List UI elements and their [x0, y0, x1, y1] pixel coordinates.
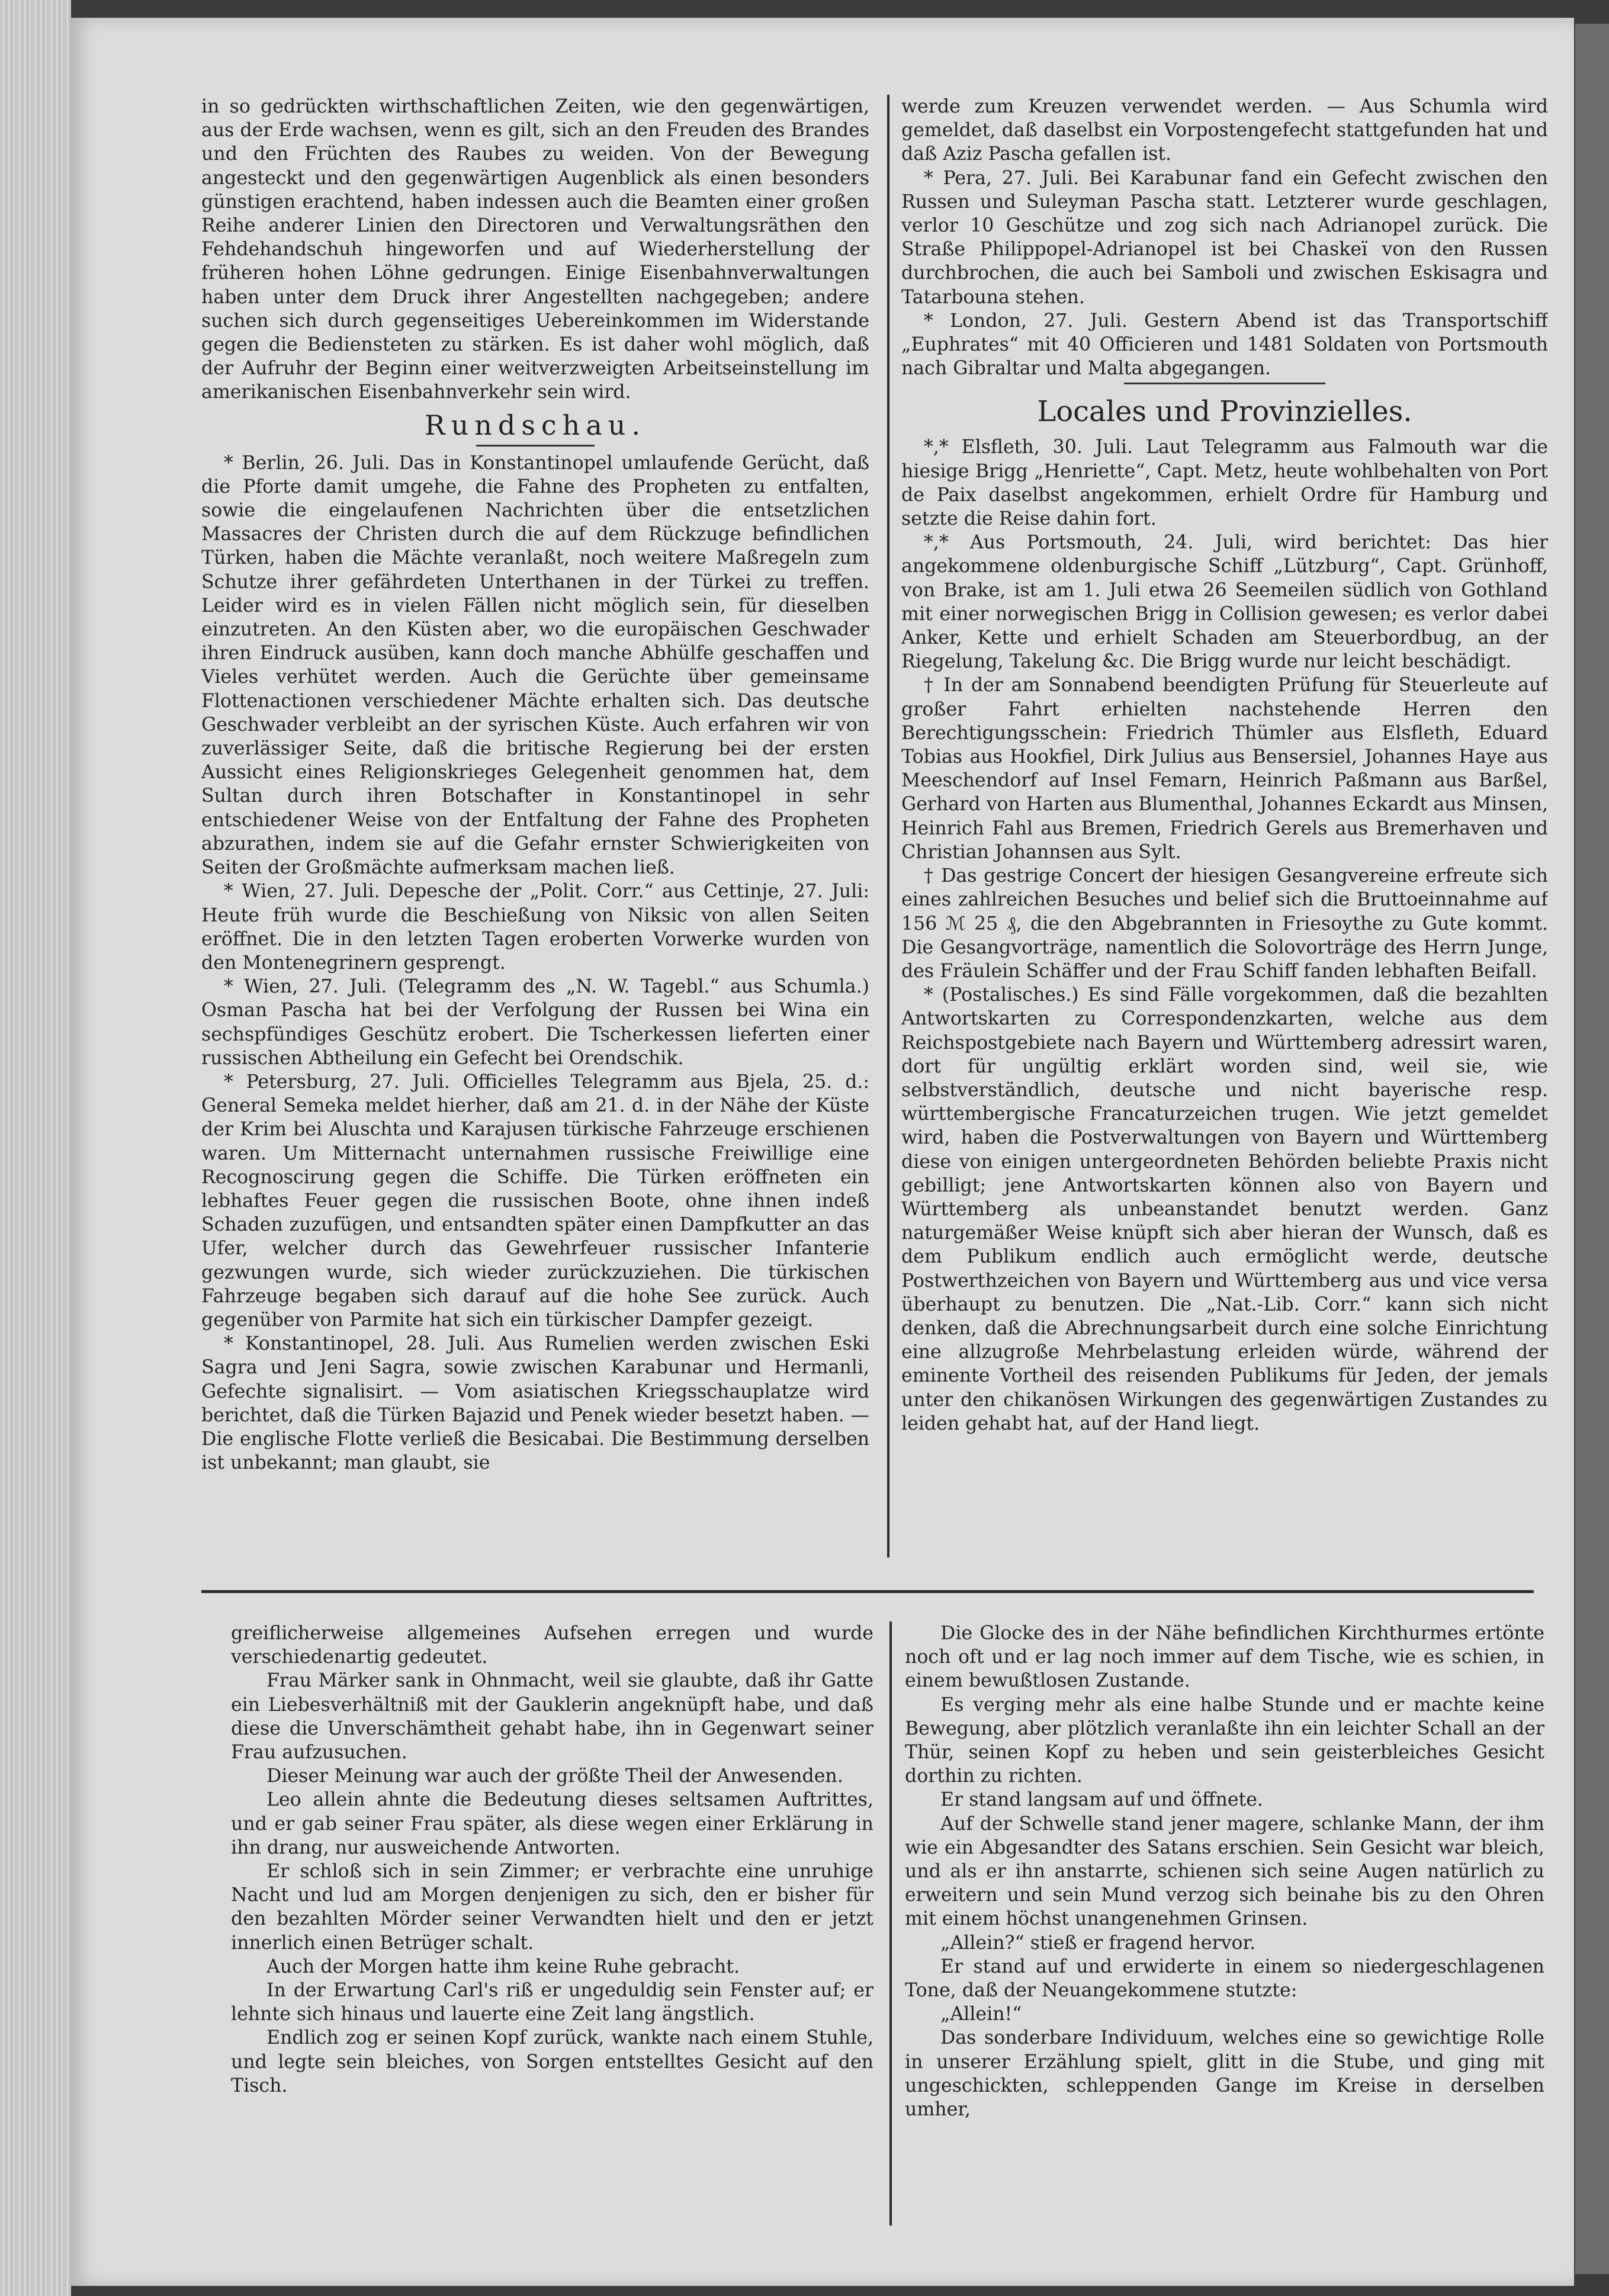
- news-item-london: * London, 27. Juli. Gestern Abend ist das Transportschiff „Euphrates“ mit 40 Officieren und 1481 Soldaten von Portsmouth nach Gibraltar und Malta abgegangen.: [901, 310, 1548, 380]
- feuilleton-paragraph: Leo allein ahnte die Bedeutung dieses seltsamen Auftrittes, und er gab seiner Frau später, als diese wegen einer Erklärung in ihn drang, nur ausweichende Antworten.: [231, 1789, 873, 1858]
- news-item-pera: * Pera, 27. Juli. Bei Karabunar fand ein Gefecht zwischen den Russen und Suleyman Pascha statt. Letzterer wurde geschlagen, verlor 10 Geschütze und zog sich nach Adrianopel zurück. Die Straße Philippopel-Adrianopel ist bei Chaskeï von den Russen durchbrochen, die auch bei Samboli und zwischen Eskisagra und Tatarbouna stehen.: [901, 167, 1548, 308]
- feuilleton-paragraph: Frau Märker sank in Ohnmacht, weil sie glaubte, daß ihr Gatte ein Liebesverhältniß mit der Gauklerin angeknüpft habe, und daß diese die Unverschämtheit gehabt habe, ihn in Gegenwart seiner Frau aufzusuchen.: [231, 1670, 873, 1764]
- feuilleton-separator: [201, 1590, 1534, 1593]
- section-divider: [1124, 383, 1325, 384]
- feuilleton-paragraph: greiflicherweise allgemeines Aufsehen erregen und wurde verschiedenartig gedeutet.: [231, 1623, 873, 1668]
- news-item-petersburg: * Petersburg, 27. Juli. Officielles Telegramm aus Bjela, 25. d.: General Semeka meldet hierher, daß am 21. d. in der Nähe der Küste der Krim bei Aluschta und Karajusen türkische Fahrzeuge erschienen waren. Um Mitternacht unternahmen russische Freiwillige eine Recognoscirung gegen die Schiffe. Die Türken eröffneten ein lebhaftes Feuer gegen die russischen Boote, ohne ihnen indeß Schaden zuzufügen, und entsandten später einen Dampfkutter an das Ufer, welcher durch das Gewehrfeuer russischer Infanterie gezwungen wurde, sich wieder zurückzuziehen. Die türkischen Fahrzeuge begaben sich darauf auf die hohe See zurück. Auch gegenüber von Parmite hat sich ein türkischer Dampfer gezeigt.: [201, 1071, 869, 1331]
- heading-locales: Locales und Provinzielles.: [1037, 395, 1412, 429]
- feuilleton-paragraph: Er stand auf und erwiderte in einem so niedergeschlagenen Tone, daß der Neuangekommene stutzte:: [905, 1955, 1544, 2002]
- feuilleton-paragraph: Er schloß sich in sein Zimmer; er verbrachte eine unruhige Nacht und lud am Morgen denjenigen zu sich, den er bisher für den bezahlten Mörder seiner Verwandten hielt und den er jetzt innerlich einen Betrüger schalt.: [231, 1861, 873, 1954]
- local-item-concert: † Das gestrige Concert der hiesigen Gesangvereine erfreute sich eines zahlreichen Besuches und belief sich die Bruttoeinnahme auf 156 ℳ 25 ₰, die den Abgebrannten in Friesoythe zu Gute kommt. Die Gesangvorträge, namentlich die Solovorträge des Herrn Junge, des Fräulein Schäffer und der Frau Schiff fanden lebhaften Beifall.: [901, 865, 1548, 982]
- feuilleton-paragraph: Das sonderbare Individuum, welches eine so gewichtige Rolle in unserer Erzählung spielt, glitt in die Stube, und ging mit ungeschickten, schleppenden Gange im Kreise in derselben umher,: [905, 2027, 1544, 2121]
- feuilleton-paragraph: Er stand langsam auf und öffnete.: [940, 1789, 1263, 1811]
- feuilleton-paragraph: Die Glocke des in der Nähe befindlichen Kirchthurmes ertönte noch oft und er lag noch immer auf dem Tische, wie es schien, in einem bewußtlosen Zustande.: [905, 1623, 1544, 1692]
- book-page-edges: [0, 0, 71, 2296]
- feuilleton-paragraph: Dieser Meinung war auch der größte Theil der Anwesenden.: [266, 1765, 843, 1787]
- heading-underline: [476, 445, 595, 447]
- local-item-postalisches: * (Postalisches.) Es sind Fälle vorgekommen, daß die bezahlten Antwortskarten zu Correspondenzkarten, welche aus dem Reichspostgebiete nach Bayern und Württemberg adressirt waren, dort für ungültig erklärt worden sind, weil sie, wie selbstverständlich, deutsche und nicht bayerische resp. württembergische Francaturzeichen trugen. Wie jetzt gemeldet wird, haben die Postverwaltungen von Bayern und Württemberg diese von einigen untergeordneten Behörden beliebte Praxis nicht gebilligt; jene Antwortskarten können also von Bayern und Württemberg als unbeanstandet benutzt werden. Ganz naturgemäßer Weise knüpft sich aber hieran der Wunsch, daß es dem Publikum endlich auch ermöglicht werde, deutsche Postwerthzeichen von Bayern und Württemberg aus und vice versa überhaupt zu benutzen. Die „Nat.-Lib. Corr.“ kann sich nicht denken, daß die Abrechnungsarbeit durch eine solche Einrichtung eine allzugroße Mehrbelastung erleiden würde, während der eminente Vortheil des reisenden Publikums für Jeden, der jemals unter den chikanösen Wirkungen des gegenwärtigen Zustandes zu leiden gehabt hat, auf der Hand liegt.: [901, 984, 1548, 1434]
- feuilleton-paragraph: In der Erwartung Carl's riß er ungeduldig sein Fenster auf; er lehnte sich hinaus und lauerte eine Zeit lang ängstlich.: [231, 1980, 873, 2025]
- feuilleton-right-column: [905, 1621, 1544, 2237]
- heading-rundschau: Rundschau.: [424, 409, 646, 441]
- news-item-berlin: * Berlin, 26. Juli. Das in Konstantinopel umlaufende Gerücht, daß die Pforte damit umgehe, die Fahne des Propheten zu entfalten, sowie die eingelaufenen Nachrichten über die entsetzlichen Massacres der Christen durch die auf dem Rückzuge befindlichen Türken, haben die Mächte veranlaßt, noch weitere Maßregeln zum Schutze ihrer gefährdeten Unterthanen in der Türkei zu treffen. Leider wird es in vielen Fällen nicht möglich sein, für dieselben einzutreten. An den Küsten aber, wo die europäischen Geschwader ihren Eindruck ausüben, kann doch manche Abhülfe geschaffen und Vieles verhütet werden. Auch die Gerüchte über gemeinsame Flottenactionen verschiedener Mächte erhalten sich. Das deutsche Geschwader verbleibt an der syrischen Küste. Auch erfahren wir von zuverlässiger Seite, daß die britische Regierung bei der ersten Aussicht eines Religionskrieges Gelegenheit genommen hat, dem Sultan durch ihren Botschafter in Konstantinopel in sehr entschiedener Weise von der Entfaltung der Fahne des Propheten abzurathen, indem sie auf die Gefahr ernster Schwierigkeiten von Seiten der Großmächte aufmerksam machen ließ.: [201, 452, 869, 879]
- facing-page-edge: [1575, 24, 1609, 2274]
- feuilleton-left-column: [231, 1621, 873, 2237]
- feuilleton-paragraph: „Allein!“: [940, 2003, 1022, 2025]
- column-rule-bottom: [889, 1621, 892, 2226]
- news-item-wien-2: * Wien, 27. Juli. (Telegramm des „N. W. Tagebl.“ aus Schumla.) Osman Pascha hat bei der Verfolgung der Russen bei Wina ein sechspfündiges Geschütz erobert. Die Tscherkessen lieferten einer russischen Abtheilung ein Gefecht bei Orendschik.: [201, 976, 869, 1069]
- feuilleton-paragraph: Es verging mehr als eine halbe Stunde und er machte keine Bewegung, aber plötzlich veranlaßte ihn ein leichter Schall an der Thür, seinen Kopf zu heben und sein geisterbleiches Gesicht dorthin zu richten.: [905, 1694, 1544, 1787]
- local-item-pruefung: † In der am Sonnabend beendigten Prüfung für Steuerleute auf großer Fahrt erhielten nachstehende Herren den Berechtigungsschein: Friedrich Thümler aus Elsfleth, Eduard Tobias aus Hookfiel, Dirk Julius aus Bensersiel, Johannes Haye aus Meeschendorf auf Insel Femarn, Heinrich Paßmann aus Barßel, Gerhard von Harten aus Blumenthal, Johannes Eckardt aus Minsen, Heinrich Fahl aus Bremen, Friedrich Gerels aus Bremerhaven und Christian Johannsen aus Sylt.: [901, 675, 1548, 863]
- news-item-continued: werde zum Kreuzen verwendet werden. — Aus Schumla wird gemeldet, daß daselbst ein Vorpostengefecht stattgefunden hat und daß Aziz Pascha gefallen ist.: [901, 96, 1548, 165]
- local-item-elsfleth: *,* Elsfleth, 30. Juli. Laut Telegramm aus Falmouth war die hiesige Brigg „Henriette“, Capt. Metz, heute wohlbehalten von Port de Paix daselbst angekommen, erhielt Ordre für Hamburg und setzte die Reise dahin fort.: [901, 436, 1548, 530]
- news-item-wien-1: * Wien, 27. Juli. Depesche der „Polit. Corr.“ aus Cettinje, 27. Juli: Heute früh wurde die Beschießung von Niksic von allen Seiten eröffnet. Die in den letzten Tagen eroberten Vorwerke wurden von den Montenegrinern gesprengt.: [201, 881, 869, 974]
- column-rule-top: [887, 95, 889, 1558]
- local-item-portsmouth: *,* Aus Portsmouth, 24. Juli, wird berichtet: Das hier angekommene oldenburgische Schiff „Lützburg“, Capt. Grünhoff, von Brake, ist am 1. Juli etwa 26 Seemeilen südlich von Gothland mit einer norwegischen Brigg in Collision gewesen; es verlor dabei Anker, Kette und erhielt Schaden am Steuerbordbug, an der Riegelung, Takelung &c. Die Brigg wurde nur leicht beschädigt.: [901, 532, 1548, 673]
- feuilleton-paragraph: Auch der Morgen hatte ihm keine Ruhe gebracht.: [266, 1955, 740, 1977]
- paragraph-strike-report: in so gedrückten wirthschaftlichen Zeiten, wie den gegenwärtigen, aus der Erde wachsen, wenn es gilt, sich an den Freuden des Brandes und den Früchten des Raubes zu weiden. Von der Bewegung angesteckt und den gegenwärtigen Augenblick als einen besonders günstigen erachtend, haben indessen auch die Beamten einer großen Reihe anderer Linien den Directoren und Verwaltungsräthen den Fehdehandschuh hingeworfen und auf Wiederherstellung der früheren hohen Löhne gedrungen. Einige Eisenbahnverwaltungen haben unter dem Druck ihrer Angestellten nachgegeben; andere suchen sich durch gegenseitiges Uebereinkommen im Widerstande gegen die Bediensteten zu stärken. Es ist daher wohl möglich, daß der Aufruhr der Beginn einer weitverzweigten Arbeitseinstellung im amerikanischen Eisenbahnverkehr sein wird.: [201, 96, 869, 403]
- news-item-konstantinopel: * Konstantinopel, 28. Juli. Aus Rumelien werden zwischen Eski Sagra und Jeni Sagra, sowie zwischen Karabunar und Hermanli, Gefechte signalisirt. — Vom asiatischen Kriegsschauplatze wird berichtet, daß die Türken Bajazid und Penek wieder besetzt haben. — Die englische Flotte verließ die Besicabai. Die Bestimmung derselben ist unbekannt; man glaubt, sie: [201, 1333, 869, 1474]
- top-right-column: [901, 95, 1548, 1569]
- feuilleton-paragraph: Endlich zog er seinen Kopf zurück, wankte nach einem Stuhle, und legte sein bleiches, von Sorgen entstelltes Gesicht auf den Tisch.: [231, 2027, 873, 2096]
- feuilleton-paragraph: Auf der Schwelle stand jener magere, schlanke Mann, der ihm wie ein Abgesandter des Satans erschien. Sein Gesicht war bleich, und als er ihn anstarrte, schienen sich seine Augen natürlich zu erweitern und sein Mund verzog sich beinahe bis zu den Ohren mit einem höchst unangenehmen Grinsen.: [905, 1813, 1544, 1930]
- top-left-column: [201, 95, 869, 1569]
- feuilleton-paragraph: „Allein?“ stieß er fragend hervor.: [940, 1932, 1256, 1954]
